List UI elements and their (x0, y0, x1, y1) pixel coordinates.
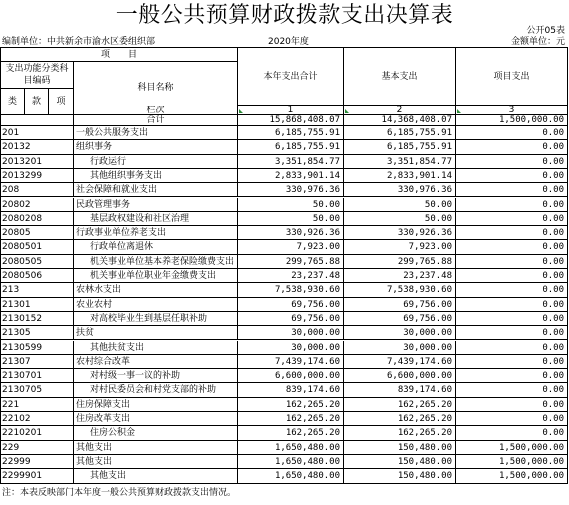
row-project: 0.00 (456, 269, 567, 283)
row-code: 2130599 (1, 341, 74, 355)
row-basic: 7,439,174.60 (344, 355, 456, 369)
row-code: 201 (1, 126, 74, 140)
row-basic: 50.00 (344, 212, 456, 226)
row-name: 行政运行 (74, 155, 238, 169)
row-project: 0.00 (456, 212, 567, 226)
row-name: 行政事业单位养老支出 (74, 226, 238, 240)
row-name: 行政单位离退休 (74, 240, 238, 254)
row-project: 0.00 (456, 326, 567, 340)
row-code: 22999 (1, 455, 74, 469)
page-title: 一般公共预算财政拨款支出决算表 (115, 3, 454, 28)
row-total: 7,923.00 (238, 240, 344, 254)
header-lei: 类 (1, 89, 25, 115)
row-basic: 6,600,000.00 (344, 369, 456, 383)
fiscal-year: 2020年度 (268, 37, 309, 47)
header-col-total: 本年支出合计 (238, 48, 344, 106)
row-total: 3,351,854.77 (238, 155, 344, 169)
row-basic: 330,926.36 (344, 226, 456, 240)
row-basic: 6,185,755.91 (344, 126, 456, 140)
row-name: 农业农村 (74, 298, 238, 312)
row-basic: 50.00 (344, 198, 456, 212)
row-basic: 150,480.00 (344, 441, 456, 455)
row-basic: 7,538,930.60 (344, 283, 456, 297)
row-basic: 2,833,901.14 (344, 169, 456, 183)
row-basic: 23,237.48 (344, 269, 456, 283)
row-total: 6,185,755.91 (238, 126, 344, 140)
row-code: 22102 (1, 412, 74, 426)
total-amount: 15,868,408.07 (238, 115, 344, 126)
header-num2: 2 (344, 106, 456, 115)
header-func-code: 支出功能分类科目编码 (1, 62, 74, 89)
total-project: 1,500,000.00 (456, 115, 567, 126)
row-total: 1,650,480.00 (238, 441, 344, 455)
row-basic: 30,000.00 (344, 341, 456, 355)
row-total: 1,650,480.00 (238, 455, 344, 469)
header-item: 项 目 (1, 48, 238, 62)
header-num1: 1 (238, 106, 344, 115)
row-project: 1,500,000.00 (456, 455, 567, 469)
row-code: 21301 (1, 298, 74, 312)
row-total: 299,765.88 (238, 255, 344, 269)
row-project: 1,500,000.00 (498, 471, 564, 482)
row-basic: 69,756.00 (344, 298, 456, 312)
row-basic: 6,185,755.91 (344, 140, 456, 154)
row-total: 2,833,901.14 (238, 169, 344, 183)
footnote: 注：本表反映部门本年度一般公共预算财政拨款支出情况。 (2, 488, 237, 498)
row-basic: 299,765.88 (344, 255, 456, 269)
row-code: 20805 (1, 226, 74, 240)
row-code: 21305 (1, 326, 74, 340)
row-basic: 839,174.60 (344, 383, 456, 397)
row-total: 50.00 (238, 212, 344, 226)
row-project: 0.00 (456, 398, 567, 412)
form-number: 公开05表 (526, 26, 565, 36)
total-code-cell (1, 115, 74, 126)
header-kuan: 款 (25, 89, 49, 115)
row-code: 2130701 (1, 369, 74, 383)
row-project: 0.00 (456, 240, 567, 254)
row-project: 0.00 (456, 341, 567, 355)
row-project: 0.00 (456, 383, 567, 397)
row-project: 0.00 (456, 255, 567, 269)
row-basic: 69,756.00 (344, 312, 456, 326)
row-total: 30,000.00 (238, 341, 344, 355)
row-name: 住房公积金 (74, 426, 238, 440)
row-total: 6,600,000.00 (238, 369, 344, 383)
row-project: 0.00 (456, 183, 567, 197)
row-project: 0.00 (456, 226, 567, 240)
row-name: 住房改革支出 (74, 412, 238, 426)
row-project: 0.00 (456, 312, 567, 326)
header-lanci: 栏次 (74, 106, 238, 115)
row-name: 社会保障和就业支出 (74, 183, 238, 197)
row-code: 20132 (1, 140, 74, 154)
row-code: 221 (1, 398, 74, 412)
row-project: 0.00 (456, 426, 567, 440)
row-name: 对村级一事一议的补助 (74, 369, 238, 383)
row-name: 农村综合改革 (74, 355, 238, 369)
row-code: 2299901 (1, 469, 74, 483)
row-code: 2080208 (1, 212, 74, 226)
row-name: 农林水支出 (74, 283, 238, 297)
row-project: 0.00 (456, 198, 567, 212)
row-project: 0.00 (456, 140, 567, 154)
total-label: 合计 (74, 115, 238, 126)
row-total: 162,265.20 (238, 426, 344, 440)
row-basic: 162,265.20 (344, 398, 456, 412)
row-total: 7,538,930.60 (238, 283, 344, 297)
row-name: 其他组织事务支出 (74, 169, 238, 183)
header-col-basic: 基本支出 (344, 48, 456, 106)
row-name: 其他扶贫支出 (74, 341, 238, 355)
row-basic: 30,000.00 (344, 326, 456, 340)
row-code: 2013201 (1, 155, 74, 169)
row-name: 一般公共服务支出 (74, 126, 238, 140)
row-code: 2080501 (1, 240, 74, 254)
row-project: 1,500,000.00 (456, 441, 567, 455)
currency-unit: 金额单位：元 (510, 37, 565, 47)
row-name: 其他支出 (74, 455, 238, 469)
row-total: 162,265.20 (238, 412, 344, 426)
row-total: 162,265.20 (238, 398, 344, 412)
row-total: 330,976.36 (238, 183, 344, 197)
row-total: 1,650,480.00 (238, 469, 344, 483)
row-name: 组织事务 (74, 140, 238, 154)
row-code: 2013299 (1, 169, 74, 183)
row-name: 对村民委员会和村党支部的补助 (74, 383, 238, 397)
total-basic: 14,368,408.07 (344, 115, 456, 126)
row-total: 69,756.00 (238, 298, 344, 312)
row-code: 213 (1, 283, 74, 297)
row-code: 2130152 (1, 312, 74, 326)
row-basic: 150,480.00 (344, 455, 456, 469)
row-total: 50.00 (238, 198, 344, 212)
row-code: 2130705 (1, 383, 74, 397)
row-code: 21307 (1, 355, 74, 369)
row-name: 扶贫 (74, 326, 238, 340)
row-total: 839,174.60 (238, 383, 344, 397)
row-basic: 7,923.00 (344, 240, 456, 254)
row-code: 20802 (1, 198, 74, 212)
row-name: 住房保障支出 (74, 398, 238, 412)
row-name: 基层政权建设和社区治理 (74, 212, 238, 226)
row-project: 0.00 (456, 283, 567, 297)
row-total: 69,756.00 (238, 312, 344, 326)
row-project: 0.00 (456, 126, 567, 140)
row-basic: 3,351,854.77 (344, 155, 456, 169)
row-project: 0.00 (456, 412, 567, 426)
row-project: 0.00 (456, 155, 567, 169)
row-code: 2080506 (1, 269, 74, 283)
row-code: 208 (1, 183, 74, 197)
compiling-unit: 编制单位：中共新余市渝水区委组织部 (2, 37, 156, 47)
header-subject-name: 科目名称 (74, 62, 238, 115)
row-project: 0.00 (456, 355, 567, 369)
row-basic: 150,480.00 (344, 469, 456, 483)
row-name: 机关事业单位职业年金缴费支出 (74, 269, 238, 283)
row-total: 30,000.00 (238, 326, 344, 340)
row-code: 229 (1, 441, 74, 455)
row-name: 其他支出 (74, 469, 238, 483)
row-total: 23,237.48 (238, 269, 344, 283)
header-col-project: 项目支出 (456, 48, 567, 106)
row-total: 6,185,755.91 (238, 140, 344, 154)
row-name: 对高校毕业生到基层任职补助 (74, 312, 238, 326)
row-basic: 330,976.36 (344, 183, 456, 197)
row-total: 330,926.36 (238, 226, 344, 240)
row-name: 民政管理事务 (74, 198, 238, 212)
expenditure-table (0, 47, 568, 484)
row-basic: 162,265.20 (344, 412, 456, 426)
row-name: 机关事业单位基本养老保险缴费支出 (74, 255, 238, 269)
row-total: 7,439,174.60 (238, 355, 344, 369)
row-project: 0.00 (456, 298, 567, 312)
row-project: 0.00 (456, 369, 567, 383)
row-basic: 162,265.20 (344, 426, 456, 440)
header-xiang: 项 (49, 89, 74, 115)
row-project: 0.00 (456, 169, 567, 183)
row-name: 其他支出 (74, 441, 238, 455)
row-code: 2080505 (1, 255, 74, 269)
row-code: 2210201 (1, 426, 74, 440)
header-num3: 3 (456, 106, 567, 115)
